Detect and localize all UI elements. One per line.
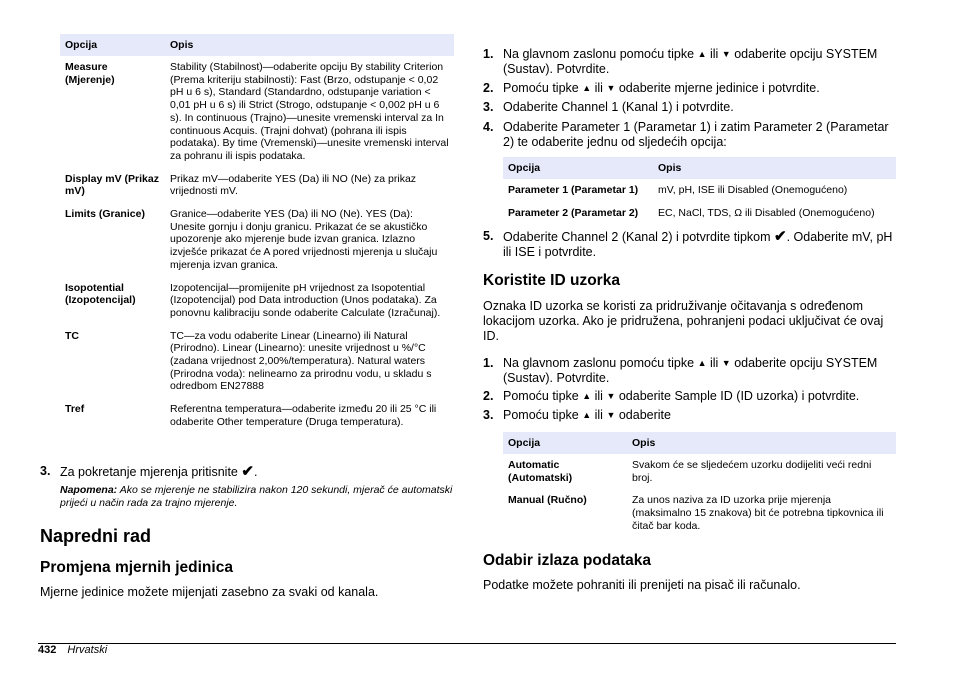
parameter-table-wrap bbox=[503, 157, 896, 224]
section-title-advanced: Napredni rad bbox=[40, 526, 152, 546]
footer-language: Hrvatski bbox=[67, 644, 108, 656]
table-row: Parameter 1 (Parametar 1) mV, pH, ISE ili Disabled (Onemogućeno) bbox=[508, 184, 848, 196]
col-header-option: Opcija bbox=[503, 157, 653, 179]
sample-id-table bbox=[503, 432, 896, 538]
down-arrow-icon: ▼ bbox=[721, 49, 731, 59]
table-row: Manual (Ručno) Za unos naziva za ID uzorka prije mjerenja (maksimalno 15 znakova) bit će potrebna tipkovnica ili čitač bar koda. bbox=[508, 494, 884, 532]
down-arrow-icon: ▼ bbox=[721, 358, 731, 368]
table-row: Measure (Mjerenje) Stability (Stabilnost)—odaberite opciju By stability Criterion (Prema kriteriju stabilnosti): Fast (Brzo, odstupanje < 0,02 pH u 6 s), Standard (Standardno, odstupanje variation < 0,01 pH u 6 s) ili Strict (Strogo, odstupanje < 0,002 pH u 6 s). In continuous (Trajno)—unesite vremenski interval za In continuous Acquis. (Trajni dohvat) (pohrana ili ispis podataka). By time (Vremenski)—unesite vremenski interval za pohranu ili ispis podataka. bbox=[65, 61, 449, 162]
check-icon: ✔ bbox=[241, 463, 254, 480]
down-arrow-icon: ▼ bbox=[606, 391, 616, 401]
table-row: Limits (Granice) Granice—odaberite YES (Da) ili NO (Ne). YES (Da): Unesite gornju i donju granicu. Prikazat će se akustičko upozorenje ako mjerenje bude izvan granica. Izlazno izvješće prikazat će A pored vrijednosti mjerenja u slučaju mjerenja izvan granica. bbox=[65, 208, 438, 271]
table-row: TC TC—za vodu odaberite Linear (Linearno) ili Natural (Prirodno). Linear (Linearno): unesite vrijednost u %/°C (zadana vrijednost 2,00%/temperatura). Natural waters (Prirodna voda): nelinearno za prirodnu vodu, u skladu s odredbom EN27888 bbox=[65, 329, 432, 393]
units-paragraph: Mjerne jedinice možete mijenjati zasebno za svaki od kanala. bbox=[40, 585, 379, 599]
page-footer bbox=[38, 644, 107, 656]
up-arrow-icon: ▲ bbox=[582, 410, 592, 420]
up-arrow-icon: ▲ bbox=[582, 391, 592, 401]
parameter-table bbox=[503, 157, 896, 224]
col-header-description: Opis bbox=[653, 157, 896, 179]
table-row: Display mV (Prikaz mV) Prikaz mV—odaberite YES (Da) ili NO (Ne) za prikaz vrijednosti mV. bbox=[65, 172, 417, 198]
up-arrow-icon: ▲ bbox=[697, 358, 707, 368]
table-row: Parameter 2 (Parametar 2) EC, NaCl, TDS, Ω ili Disabled (Onemogućeno) bbox=[508, 206, 875, 219]
page-number: 432 bbox=[38, 644, 57, 656]
down-arrow-icon: ▼ bbox=[606, 83, 616, 93]
table-row: Automatic (Automatski) Svakom će se sljedećem uzorku dodijeliti veći redni broj. bbox=[508, 459, 872, 484]
check-icon: ✔ bbox=[774, 228, 787, 245]
data-output-paragraph: Podatke možete pohraniti ili prenijeti na pisač ili računalo. bbox=[483, 578, 801, 592]
sample-id-paragraph: Oznaka ID uzorka se koristi za pridruživanje očitavanja s određenom lokacijom uzorka. Ako je pridružena, pohranjeni podaci uključivat će ovaj ID. bbox=[483, 299, 884, 343]
table-row: Tref Referentna temperatura—odaberite između 20 ili 25 °C ili odaberite Other temperature (Druga temperatura). bbox=[65, 403, 437, 428]
footer-divider bbox=[38, 643, 896, 644]
section-title-units: Promjena mjernih jedinica bbox=[40, 559, 233, 576]
sample-id-table-wrap bbox=[503, 432, 896, 538]
up-arrow-icon: ▲ bbox=[697, 49, 707, 59]
table-row: Isopotential (Izopotencijal) Izopotencijal—promijenite pH vrijednost za Isopotential (Izopotencijal) pod Data introduction (Unos podataka). Za ponovnu kalibraciju sonde odaberite Calculate (Izračunaj). bbox=[65, 281, 441, 319]
section-title-sample-id: Koristite ID uzorka bbox=[483, 272, 620, 289]
up-arrow-icon: ▲ bbox=[582, 83, 592, 93]
col-header-description: Opis bbox=[627, 432, 896, 454]
col-header-option: Opcija bbox=[503, 432, 627, 454]
col-header-description: Opis bbox=[165, 34, 454, 56]
down-arrow-icon: ▼ bbox=[606, 410, 616, 420]
settings-table bbox=[60, 34, 454, 434]
note: Napomena: Ako se mjerenje ne stabilizira nakon 120 sekundi, mjerač će automatski prijeći u način rada za trajno mjerenje. bbox=[60, 484, 453, 509]
col-header-option: Opcija bbox=[60, 34, 165, 56]
section-title-data-output: Odabir izlaza podataka bbox=[483, 552, 651, 569]
